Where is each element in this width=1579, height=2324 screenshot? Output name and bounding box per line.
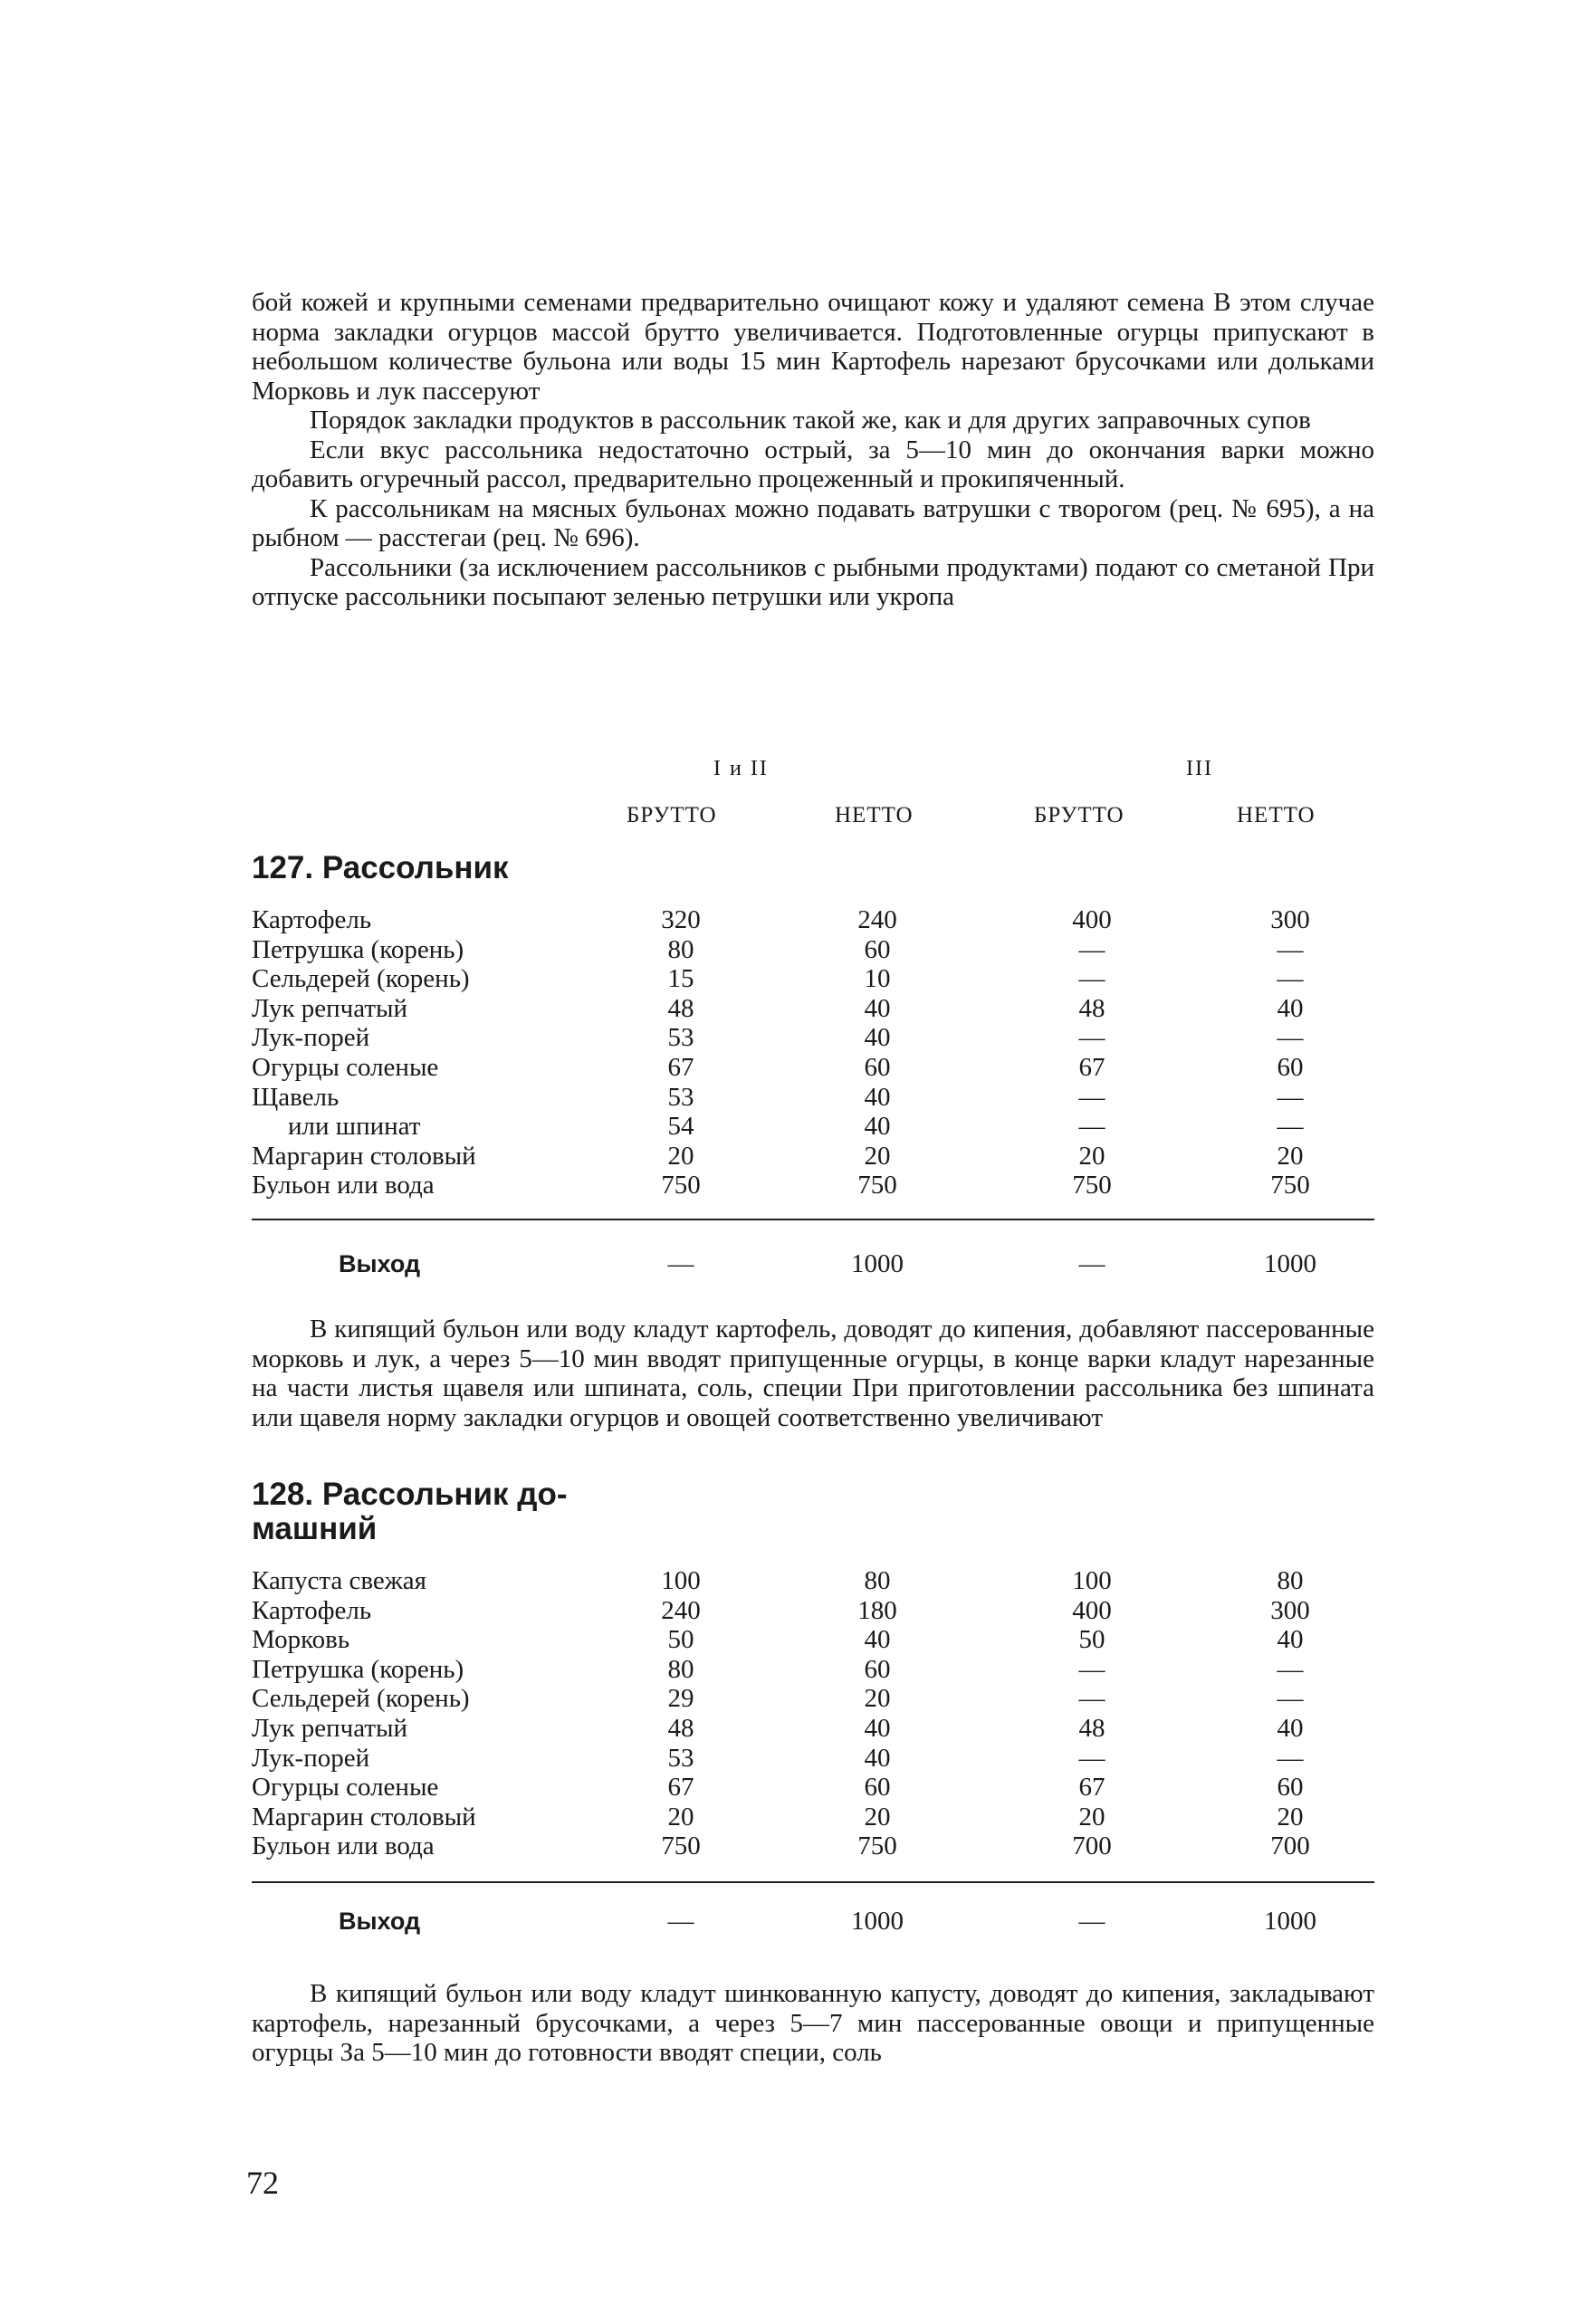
recipe-title — [252, 1478, 568, 1546]
yield-row — [252, 1905, 1374, 1937]
ingredient-name: или шпинат — [288, 1112, 421, 1142]
ingredient-name: Сельдерей (корень) — [252, 964, 470, 994]
ingredient-name: Лук-порей — [252, 1023, 370, 1053]
yield-label: Выход — [339, 1250, 421, 1277]
intro-text — [252, 288, 1374, 612]
column-header-netto: НЕТТО — [1237, 803, 1316, 827]
ingredient-name: Щавель — [252, 1082, 340, 1112]
quantity-cell: 48 — [667, 1713, 694, 1743]
quantity-cell: 40 — [864, 1743, 891, 1773]
ingredient-name: Петрушка (корень) — [252, 1654, 464, 1684]
table-row — [252, 905, 1374, 935]
ingredient-name: Бульон или вода — [252, 1171, 435, 1200]
quantity-cell: 20 — [1078, 1141, 1105, 1171]
paragraph: В кипящий бульон или воду кладут картофель, доводят до кипения, добавляют пассерованные морковь и лук, а через 5—10 мин вводят припущенные огурцы, в конце варки кладут нарезанные на части листья щавеля или шпината, соль, специи При приготовлении рассольника без шпината или щавеля норму закладки огурцов и овощей соответственно увеличивают — [252, 1315, 1374, 1432]
quantity-cell: 180 — [857, 1595, 897, 1625]
quantity-cell: 60 — [864, 1654, 891, 1684]
quantity-cell: 20 — [864, 1684, 891, 1714]
quantity-cell: 100 — [1072, 1566, 1112, 1595]
quantity-cell: 60 — [864, 1773, 891, 1803]
quantity-cell: — — [1277, 1684, 1304, 1714]
table-row — [252, 1803, 1374, 1832]
quantity-cell: — — [1078, 1684, 1105, 1714]
table-row — [252, 1831, 1374, 1861]
yield-value: — — [667, 1907, 694, 1936]
quantity-cell: 240 — [857, 905, 897, 934]
quantity-cell: 60 — [864, 934, 891, 964]
quantity-cell: 53 — [667, 1023, 694, 1053]
quantity-cell: 320 — [661, 905, 701, 934]
ingredient-name: Картофель — [252, 905, 372, 934]
quantity-cell: 67 — [667, 1773, 694, 1803]
column-header-brutto: БРУТТО — [1034, 803, 1124, 827]
quantity-cell: 750 — [1072, 1171, 1112, 1200]
paragraph: бой кожей и крупными семенами предварительно очищают кожу и удаляют семена В этом случае норма закладки огурцов массой брутто увеличивается. Подготовленные огурцы припускают в небольшом количестве бульона или воды 15 мин Картофель нарезают брусочками или дольками Морковь и лук пассеруют — [252, 288, 1374, 406]
table-row — [252, 1596, 1374, 1626]
ingredient-name: Огурцы соленые — [252, 1052, 439, 1082]
quantity-cell: — — [1277, 1743, 1304, 1773]
column-header-brutto: БРУТТО — [627, 803, 717, 827]
quantity-cell: 750 — [857, 1171, 897, 1200]
ingredient-name: Маргарин столовый — [252, 1141, 476, 1171]
quantity-cell: 80 — [667, 1654, 694, 1684]
quantity-cell: 54 — [667, 1112, 694, 1142]
quantity-cell: — — [1078, 1082, 1105, 1112]
quantity-cell: 300 — [1270, 905, 1310, 934]
yield-value: 1000 — [1264, 1249, 1316, 1278]
ingredient-name: Маргарин столовый — [252, 1802, 476, 1831]
quantity-cell: 60 — [864, 1052, 891, 1082]
quantity-cell: 400 — [1072, 905, 1112, 934]
quantity-cell: — — [1078, 934, 1105, 964]
quantity-cell: 40 — [1277, 993, 1304, 1023]
table-rule — [252, 1219, 1374, 1220]
quantity-cell: 40 — [864, 993, 891, 1023]
quantity-cell: 20 — [667, 1802, 694, 1831]
quantity-cell: — — [1078, 1743, 1105, 1773]
page-number: 72 — [246, 2165, 279, 2201]
ingredient-name: Бульон или вода — [252, 1831, 435, 1861]
quantity-cell: 40 — [1277, 1625, 1304, 1655]
yield-value: — — [1078, 1907, 1105, 1936]
table-row — [252, 1684, 1374, 1714]
method-text — [252, 1979, 1374, 2068]
group-header-3: III — [1186, 757, 1213, 780]
quantity-cell: — — [1078, 1112, 1105, 1142]
quantity-cell: 40 — [1277, 1713, 1304, 1743]
quantity-cell: 80 — [667, 934, 694, 964]
table-row — [252, 1083, 1374, 1113]
quantity-cell: 29 — [667, 1684, 694, 1714]
quantity-cell: 48 — [667, 993, 694, 1023]
recipe-title: 127. Рассольник — [252, 850, 509, 885]
quantity-cell: — — [1078, 1023, 1105, 1053]
quantity-cell: 750 — [661, 1171, 701, 1200]
method-text — [252, 1315, 1374, 1432]
quantity-cell: 40 — [864, 1625, 891, 1655]
paragraph: Порядок закладки продуктов в рассольник такой же, как и для других заправочных супов — [310, 406, 1311, 435]
quantity-cell: 20 — [1277, 1141, 1304, 1171]
table-row — [252, 1744, 1374, 1774]
quantity-cell: 80 — [1277, 1566, 1304, 1595]
ingredients-table — [252, 905, 1374, 1200]
quantity-cell: 40 — [864, 1112, 891, 1142]
quantity-cell: 20 — [667, 1141, 694, 1171]
ingredient-name: Морковь — [252, 1625, 350, 1655]
group-header-1-2: I и II — [713, 757, 769, 780]
quantity-cell: 240 — [661, 1595, 701, 1625]
table-row — [252, 1566, 1374, 1596]
quantity-cell: 20 — [1078, 1802, 1105, 1831]
quantity-cell: 60 — [1277, 1773, 1304, 1803]
table-row — [252, 1171, 1374, 1200]
quantity-cell: — — [1078, 1654, 1105, 1684]
yield-value: 1000 — [1264, 1907, 1316, 1936]
yield-value: 1000 — [851, 1907, 904, 1936]
quantity-cell: 67 — [1078, 1773, 1105, 1803]
quantity-cell: 300 — [1270, 1595, 1310, 1625]
table-rule — [252, 1881, 1374, 1883]
paragraph: Рассольники (за исключением рассольников с рыбными продуктами) подают со сметаной При отпуске рассольники посыпают зеленью петрушки или укропа — [252, 552, 1374, 611]
quantity-cell: — — [1277, 1082, 1304, 1112]
quantity-cell: — — [1277, 1023, 1304, 1053]
ingredients-table — [252, 1566, 1374, 1861]
quantity-cell: 53 — [667, 1743, 694, 1773]
table-row — [252, 994, 1374, 1024]
quantity-cell: 700 — [1270, 1831, 1310, 1861]
quantity-cell: 67 — [667, 1052, 694, 1082]
quantity-cell: 50 — [1078, 1625, 1105, 1655]
yield-row — [252, 1248, 1374, 1280]
table-row — [252, 1714, 1374, 1744]
quantity-cell: 700 — [1072, 1831, 1112, 1861]
table-row — [252, 1142, 1374, 1172]
paragraph: Если вкус рассольника недостаточно острый, за 5—10 мин до окончания варки можно добавить огуречный рассол, предварительно процеженный и прокипяченный. — [252, 435, 1374, 493]
table-row — [252, 1655, 1374, 1685]
ingredient-name: Лук репчатый — [252, 993, 408, 1023]
quantity-cell: 20 — [864, 1802, 891, 1831]
table-row — [252, 1023, 1374, 1053]
quantity-cell: 48 — [1078, 993, 1105, 1023]
quantity-cell: 10 — [864, 964, 891, 994]
quantity-cell: — — [1078, 964, 1105, 994]
quantity-cell: 20 — [1277, 1802, 1304, 1831]
table-row — [252, 1773, 1374, 1803]
ingredient-name: Лук-порей — [252, 1743, 370, 1773]
table-row — [252, 1112, 1374, 1142]
quantity-cell: 750 — [857, 1831, 897, 1861]
quantity-cell: 750 — [661, 1831, 701, 1861]
quantity-cell: 100 — [661, 1566, 701, 1595]
quantity-cell: 80 — [864, 1566, 891, 1595]
quantity-cell: 50 — [667, 1625, 694, 1655]
quantity-cell: 400 — [1072, 1595, 1112, 1625]
ingredient-name: Капуста свежая — [252, 1566, 427, 1595]
table-row — [252, 1625, 1374, 1655]
quantity-cell: 60 — [1277, 1052, 1304, 1082]
paragraph: В кипящий бульон или воду кладут шинкованную капусту, доводят до кипения, закладывают картофель, нарезанный брусочками, а через 5—7 мин пассерованные овощи и припущенные огурцы За 5—10 мин до готовности вводят специи, соль — [252, 1979, 1374, 2067]
quantity-cell: 48 — [1078, 1713, 1105, 1743]
ingredient-name: Огурцы соленые — [252, 1773, 439, 1803]
quantity-cell: 53 — [667, 1082, 694, 1112]
quantity-cell: 15 — [667, 964, 694, 994]
recipe-title-line: машний — [252, 1511, 378, 1546]
table-row — [252, 1053, 1374, 1083]
quantity-cell: 750 — [1270, 1171, 1310, 1200]
table-row — [252, 964, 1374, 994]
paragraph: К рассольникам на мясных бульонах можно подавать ватрушки с творогом (рец. № 695), а на рыбном — расстегаи (рец. № 696). — [252, 493, 1374, 552]
quantity-cell: — — [1277, 1112, 1304, 1142]
ingredient-name: Петрушка (корень) — [252, 934, 464, 964]
recipe-title-line: 128. Рассольник до- — [252, 1477, 568, 1512]
quantity-cell: 40 — [864, 1082, 891, 1112]
quantity-cell: 40 — [864, 1023, 891, 1053]
quantity-cell: 67 — [1078, 1052, 1105, 1082]
quantity-cell: 40 — [864, 1713, 891, 1743]
quantity-cell: — — [1277, 964, 1304, 994]
yield-value: 1000 — [851, 1249, 904, 1278]
quantity-cell: — — [1277, 934, 1304, 964]
quantity-cell: 20 — [864, 1141, 891, 1171]
ingredient-name: Лук репчатый — [252, 1713, 408, 1743]
table-row — [252, 935, 1374, 965]
quantity-cell: — — [1277, 1654, 1304, 1684]
ingredient-name: Картофель — [252, 1595, 372, 1625]
column-header-netto: НЕТТО — [835, 803, 914, 827]
yield-value: — — [1078, 1249, 1105, 1278]
yield-label: Выход — [339, 1908, 421, 1935]
ingredient-name: Сельдерей (корень) — [252, 1684, 470, 1714]
yield-value: — — [667, 1249, 694, 1278]
